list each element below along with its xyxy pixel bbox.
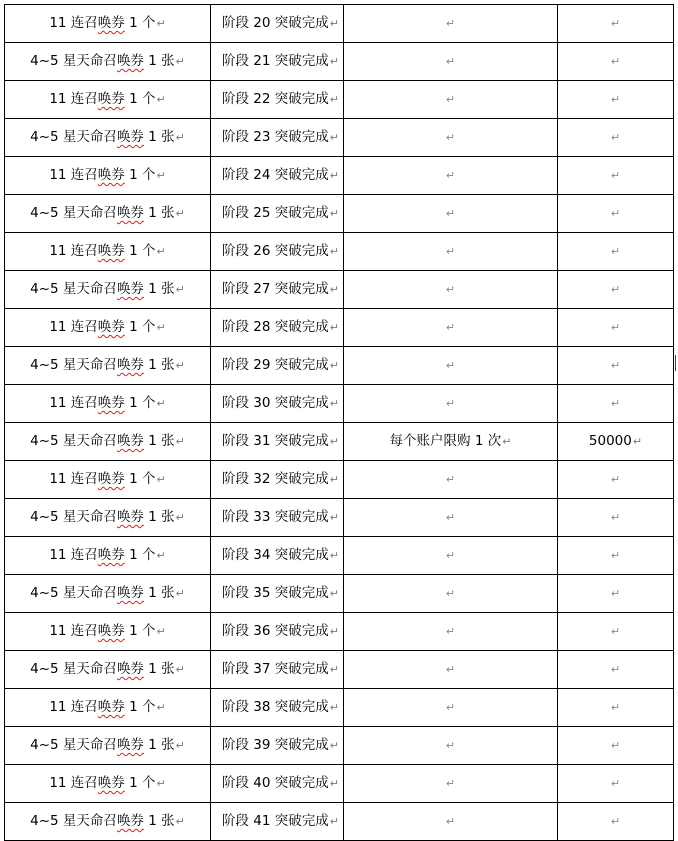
reward-item-cell[interactable] <box>5 689 211 727</box>
purchase-limit-cell[interactable] <box>344 803 558 841</box>
reward-item-text: 11 连召 <box>49 395 98 411</box>
paragraph-mark-icon: ↵ <box>329 549 339 562</box>
reward-item-cell[interactable] <box>5 5 211 43</box>
reward-item-quantity: 1 张 <box>143 737 175 753</box>
spellcheck-underlined-text: 唤券 <box>97 395 125 411</box>
reward-item-text: 11 连召 <box>49 319 98 335</box>
reward-item-quantity: 1 张 <box>143 433 175 449</box>
paragraph-mark-icon: ↵ <box>610 397 621 410</box>
table-row <box>5 727 674 765</box>
stage-condition-text: 阶段 34 突破完成 <box>222 547 329 563</box>
reward-item-cell[interactable] <box>5 81 211 119</box>
paragraph-mark-icon: ↵ <box>175 587 185 600</box>
paragraph-mark-icon: ↵ <box>610 815 621 828</box>
price-cell[interactable] <box>558 499 674 537</box>
stage-condition-cell[interactable] <box>211 689 344 727</box>
paragraph-mark-icon: ↵ <box>445 587 456 600</box>
purchase-limit-cell[interactable] <box>344 309 558 347</box>
paragraph-mark-icon: ↵ <box>329 169 339 182</box>
paragraph-mark-icon: ↵ <box>610 701 621 714</box>
paragraph-mark-icon: ↵ <box>445 55 456 68</box>
reward-item-cell[interactable] <box>5 613 211 651</box>
stage-condition-text: 阶段 32 突破完成 <box>222 471 329 487</box>
stage-condition-text: 阶段 41 突破完成 <box>222 813 329 829</box>
paragraph-mark-icon: ↵ <box>156 93 166 106</box>
paragraph-mark-icon: ↵ <box>175 283 185 296</box>
spellcheck-underlined-text: 唤券 <box>97 15 125 31</box>
paragraph-mark-icon: ↵ <box>502 435 512 448</box>
stage-condition-text: 阶段 20 突破完成 <box>222 15 329 31</box>
reward-item-text: 11 连召 <box>49 699 98 715</box>
table-row <box>5 499 674 537</box>
reward-item-cell[interactable] <box>5 43 211 81</box>
paragraph-mark-icon: ↵ <box>610 207 621 220</box>
table-row <box>5 689 674 727</box>
paragraph-mark-icon: ↵ <box>610 663 621 676</box>
stage-condition-cell[interactable] <box>211 423 344 461</box>
paragraph-mark-icon: ↵ <box>610 131 621 144</box>
paragraph-mark-icon: ↵ <box>175 663 185 676</box>
price-cell[interactable] <box>558 309 674 347</box>
reward-item-text: 4~5 星天命召 <box>30 509 117 525</box>
price-cell[interactable] <box>558 157 674 195</box>
reward-item-cell[interactable] <box>5 575 211 613</box>
spellcheck-underlined-text: 唤券 <box>97 167 125 183</box>
reward-item-text: 11 连召 <box>49 623 98 639</box>
reward-item-text: 11 连召 <box>49 15 98 31</box>
paragraph-mark-icon: ↵ <box>329 359 339 372</box>
table-row <box>5 309 674 347</box>
spellcheck-underlined-text: 唤券 <box>97 471 125 487</box>
stage-condition-cell[interactable] <box>211 195 344 233</box>
stage-condition-cell[interactable] <box>211 575 344 613</box>
paragraph-mark-icon: ↵ <box>445 359 456 372</box>
reward-item-quantity: 1 张 <box>143 357 175 373</box>
paragraph-mark-icon: ↵ <box>445 131 456 144</box>
purchase-limit-cell[interactable] <box>344 119 558 157</box>
paragraph-mark-icon: ↵ <box>445 815 456 828</box>
price-cell[interactable] <box>558 347 674 385</box>
spellcheck-underlined-text: 唤券 <box>97 91 125 107</box>
reward-item-text: 4~5 星天命召 <box>30 813 117 829</box>
table-row <box>5 385 674 423</box>
reward-item-quantity: 1 个 <box>124 15 156 31</box>
paragraph-mark-icon: ↵ <box>175 815 185 828</box>
paragraph-mark-icon: ↵ <box>329 815 339 828</box>
reward-item-text: 4~5 星天命召 <box>30 737 117 753</box>
table-row <box>5 537 674 575</box>
paragraph-mark-icon: ↵ <box>156 625 166 638</box>
stage-condition-cell[interactable] <box>211 81 344 119</box>
spellcheck-underlined-text: 唤券 <box>116 509 144 525</box>
paragraph-mark-icon: ↵ <box>329 93 339 106</box>
spellcheck-underlined-text: 唤券 <box>116 433 144 449</box>
spellcheck-underlined-text: 唤券 <box>116 357 144 373</box>
reward-item-cell[interactable] <box>5 803 211 841</box>
paragraph-mark-icon: ↵ <box>156 17 166 30</box>
table-row <box>5 195 674 233</box>
stage-condition-text: 阶段 36 突破完成 <box>222 623 329 639</box>
price-cell[interactable] <box>558 233 674 271</box>
purchase-limit-cell[interactable] <box>344 727 558 765</box>
paragraph-mark-icon: ↵ <box>610 473 621 486</box>
reward-item-quantity: 1 张 <box>143 205 175 221</box>
stage-condition-cell[interactable] <box>211 233 344 271</box>
paragraph-mark-icon: ↵ <box>610 777 621 790</box>
paragraph-mark-icon: ↵ <box>445 739 456 752</box>
paragraph-mark-icon: ↵ <box>329 17 339 30</box>
spellcheck-underlined-text: 唤券 <box>97 623 125 639</box>
reward-item-text: 4~5 星天命召 <box>30 585 117 601</box>
paragraph-mark-icon: ↵ <box>632 435 643 448</box>
purchase-limit-cell[interactable] <box>344 195 558 233</box>
paragraph-mark-icon: ↵ <box>156 701 166 714</box>
price-cell[interactable] <box>558 651 674 689</box>
paragraph-mark-icon: ↵ <box>610 93 621 106</box>
paragraph-mark-icon: ↵ <box>175 207 185 220</box>
paragraph-mark-icon: ↵ <box>610 245 621 258</box>
paragraph-mark-icon: ↵ <box>329 511 339 524</box>
purchase-limit-cell[interactable] <box>344 423 558 461</box>
reward-item-quantity: 1 个 <box>124 623 156 639</box>
reward-item-quantity: 1 个 <box>124 395 156 411</box>
reward-item-cell[interactable] <box>5 119 211 157</box>
purchase-limit-cell[interactable] <box>344 689 558 727</box>
table-row <box>5 43 674 81</box>
purchase-limit-cell[interactable] <box>344 461 558 499</box>
stage-condition-text: 阶段 39 突破完成 <box>222 737 329 753</box>
reward-item-cell[interactable] <box>5 309 211 347</box>
price-cell[interactable] <box>558 727 674 765</box>
stage-condition-cell[interactable] <box>211 309 344 347</box>
paragraph-mark-icon: ↵ <box>445 625 456 638</box>
table-row <box>5 651 674 689</box>
reward-item-text: 11 连召 <box>49 243 98 259</box>
stage-condition-text: 阶段 29 突破完成 <box>222 357 329 373</box>
paragraph-mark-icon: ↵ <box>445 93 456 106</box>
price-cell[interactable] <box>558 537 674 575</box>
paragraph-mark-icon: ↵ <box>445 17 456 30</box>
reward-item-text: 4~5 星天命召 <box>30 661 117 677</box>
stage-condition-text: 阶段 25 突破完成 <box>222 205 329 221</box>
reward-item-cell[interactable] <box>5 157 211 195</box>
paragraph-mark-icon: ↵ <box>156 245 166 258</box>
reward-item-cell[interactable] <box>5 727 211 765</box>
stage-condition-cell[interactable] <box>211 347 344 385</box>
stage-condition-cell[interactable] <box>211 803 344 841</box>
reward-item-quantity: 1 张 <box>143 53 175 69</box>
spellcheck-underlined-text: 唤券 <box>97 243 125 259</box>
reward-item-cell[interactable] <box>5 233 211 271</box>
paragraph-mark-icon: ↵ <box>445 549 456 562</box>
paragraph-mark-icon: ↵ <box>156 473 166 486</box>
paragraph-mark-icon: ↵ <box>610 359 621 372</box>
paragraph-mark-icon: ↵ <box>329 777 339 790</box>
reward-item-quantity: 1 张 <box>143 129 175 145</box>
spellcheck-underlined-text: 唤券 <box>97 699 125 715</box>
paragraph-mark-icon: ↵ <box>329 207 339 220</box>
reward-table <box>4 4 674 841</box>
paragraph-mark-icon: ↵ <box>610 625 621 638</box>
table-row <box>5 5 674 43</box>
text-cursor <box>675 355 676 371</box>
reward-item-text: 4~5 星天命召 <box>30 129 117 145</box>
stage-condition-text: 阶段 37 突破完成 <box>222 661 329 677</box>
reward-table-body <box>5 5 674 841</box>
reward-item-text: 4~5 星天命召 <box>30 357 117 373</box>
table-row <box>5 765 674 803</box>
paragraph-mark-icon: ↵ <box>175 55 185 68</box>
paragraph-mark-icon: ↵ <box>610 17 621 30</box>
reward-item-text: 11 连召 <box>49 167 98 183</box>
paragraph-mark-icon: ↵ <box>445 663 456 676</box>
reward-item-text: 4~5 星天命召 <box>30 433 117 449</box>
reward-item-cell[interactable] <box>5 765 211 803</box>
purchase-limit-cell[interactable] <box>344 537 558 575</box>
stage-condition-text: 阶段 23 突破完成 <box>222 129 329 145</box>
paragraph-mark-icon: ↵ <box>156 169 166 182</box>
stage-condition-text: 阶段 26 突破完成 <box>222 243 329 259</box>
reward-item-quantity: 1 张 <box>143 509 175 525</box>
paragraph-mark-icon: ↵ <box>329 55 339 68</box>
price-text: 50000 <box>588 433 632 449</box>
paragraph-mark-icon: ↵ <box>445 701 456 714</box>
paragraph-mark-icon: ↵ <box>156 397 166 410</box>
purchase-limit-cell[interactable] <box>344 575 558 613</box>
purchase-limit-cell[interactable] <box>344 43 558 81</box>
paragraph-mark-icon: ↵ <box>156 321 166 334</box>
reward-item-quantity: 1 个 <box>124 319 156 335</box>
reward-item-text: 11 连召 <box>49 91 98 107</box>
paragraph-mark-icon: ↵ <box>445 169 456 182</box>
price-cell[interactable] <box>558 271 674 309</box>
purchase-limit-cell[interactable] <box>344 765 558 803</box>
table-row <box>5 423 674 461</box>
purchase-limit-cell[interactable] <box>344 347 558 385</box>
price-cell[interactable] <box>558 575 674 613</box>
paragraph-mark-icon: ↵ <box>610 283 621 296</box>
spellcheck-underlined-text: 唤券 <box>97 319 125 335</box>
stage-condition-cell[interactable] <box>211 727 344 765</box>
table-row <box>5 613 674 651</box>
purchase-limit-cell[interactable] <box>344 157 558 195</box>
stage-condition-text: 阶段 38 突破完成 <box>222 699 329 715</box>
table-row <box>5 347 674 385</box>
paragraph-mark-icon: ↵ <box>329 625 339 638</box>
spellcheck-underlined-text: 唤券 <box>97 547 125 563</box>
purchase-limit-cell[interactable] <box>344 613 558 651</box>
reward-item-text: 11 连召 <box>49 775 98 791</box>
purchase-limit-cell[interactable] <box>344 385 558 423</box>
stage-condition-text: 阶段 31 突破完成 <box>222 433 329 449</box>
paragraph-mark-icon: ↵ <box>610 321 621 334</box>
reward-item-text: 11 连召 <box>49 547 98 563</box>
reward-item-quantity: 1 个 <box>124 547 156 563</box>
stage-condition-text: 阶段 40 突破完成 <box>222 775 329 791</box>
spellcheck-underlined-text: 唤券 <box>116 661 144 677</box>
paragraph-mark-icon: ↵ <box>329 587 339 600</box>
paragraph-mark-icon: ↵ <box>610 739 621 752</box>
price-cell[interactable] <box>558 5 674 43</box>
stage-condition-cell[interactable] <box>211 43 344 81</box>
stage-condition-cell[interactable] <box>211 613 344 651</box>
stage-condition-cell[interactable] <box>211 157 344 195</box>
paragraph-mark-icon: ↵ <box>156 777 166 790</box>
paragraph-mark-icon: ↵ <box>329 245 339 258</box>
stage-condition-text: 阶段 22 突破完成 <box>222 91 329 107</box>
paragraph-mark-icon: ↵ <box>445 321 456 334</box>
reward-item-cell[interactable] <box>5 461 211 499</box>
price-cell[interactable] <box>558 689 674 727</box>
price-cell[interactable] <box>558 195 674 233</box>
price-cell[interactable] <box>558 43 674 81</box>
stage-condition-text: 阶段 27 突破完成 <box>222 281 329 297</box>
purchase-limit-text: 每个账户限购 1 次 <box>389 433 502 449</box>
paragraph-mark-icon: ↵ <box>445 283 456 296</box>
spellcheck-underlined-text: 唤券 <box>116 585 144 601</box>
table-row <box>5 81 674 119</box>
stage-condition-cell[interactable] <box>211 461 344 499</box>
reward-item-text: 11 连召 <box>49 471 98 487</box>
paragraph-mark-icon: ↵ <box>445 245 456 258</box>
paragraph-mark-icon: ↵ <box>329 397 339 410</box>
paragraph-mark-icon: ↵ <box>445 777 456 790</box>
stage-condition-cell[interactable] <box>211 271 344 309</box>
paragraph-mark-icon: ↵ <box>445 207 456 220</box>
price-cell[interactable] <box>558 613 674 651</box>
reward-item-cell[interactable] <box>5 651 211 689</box>
paragraph-mark-icon: ↵ <box>329 321 339 334</box>
paragraph-mark-icon: ↵ <box>175 511 185 524</box>
paragraph-mark-icon: ↵ <box>156 549 166 562</box>
price-cell[interactable] <box>558 119 674 157</box>
table-row <box>5 119 674 157</box>
paragraph-mark-icon: ↵ <box>610 55 621 68</box>
price-cell[interactable] <box>558 385 674 423</box>
table-row <box>5 233 674 271</box>
table-row <box>5 575 674 613</box>
table-row <box>5 461 674 499</box>
stage-condition-cell[interactable] <box>211 765 344 803</box>
stage-condition-cell[interactable] <box>211 651 344 689</box>
paragraph-mark-icon: ↵ <box>445 397 456 410</box>
paragraph-mark-icon: ↵ <box>610 511 621 524</box>
reward-item-cell[interactable] <box>5 347 211 385</box>
reward-item-cell[interactable] <box>5 385 211 423</box>
spellcheck-underlined-text: 唤券 <box>116 737 144 753</box>
paragraph-mark-icon: ↵ <box>445 511 456 524</box>
reward-item-quantity: 1 个 <box>124 91 156 107</box>
paragraph-mark-icon: ↵ <box>175 359 185 372</box>
stage-condition-text: 阶段 28 突破完成 <box>222 319 329 335</box>
stage-condition-text: 阶段 35 突破完成 <box>222 585 329 601</box>
reward-item-quantity: 1 个 <box>124 243 156 259</box>
reward-item-cell[interactable] <box>5 423 211 461</box>
paragraph-mark-icon: ↵ <box>329 701 339 714</box>
spellcheck-underlined-text: 唤券 <box>116 281 144 297</box>
purchase-limit-cell[interactable] <box>344 233 558 271</box>
price-cell[interactable] <box>558 461 674 499</box>
price-cell[interactable] <box>558 765 674 803</box>
reward-item-quantity: 1 张 <box>143 661 175 677</box>
purchase-limit-cell[interactable] <box>344 271 558 309</box>
stage-condition-cell[interactable] <box>211 119 344 157</box>
stage-condition-cell[interactable] <box>211 385 344 423</box>
table-row <box>5 271 674 309</box>
purchase-limit-cell[interactable] <box>344 81 558 119</box>
reward-item-quantity: 1 个 <box>124 699 156 715</box>
reward-item-quantity: 1 张 <box>143 585 175 601</box>
paragraph-mark-icon: ↵ <box>610 549 621 562</box>
price-cell[interactable] <box>558 81 674 119</box>
price-cell[interactable] <box>558 803 674 841</box>
paragraph-mark-icon: ↵ <box>329 435 339 448</box>
reward-item-cell[interactable] <box>5 499 211 537</box>
stage-condition-text: 阶段 30 突破完成 <box>222 395 329 411</box>
paragraph-mark-icon: ↵ <box>175 739 185 752</box>
stage-condition-cell[interactable] <box>211 537 344 575</box>
reward-item-quantity: 1 个 <box>124 167 156 183</box>
paragraph-mark-icon: ↵ <box>610 587 621 600</box>
spellcheck-underlined-text: 唤券 <box>116 129 144 145</box>
stage-condition-text: 阶段 33 突破完成 <box>222 509 329 525</box>
spellcheck-underlined-text: 唤券 <box>116 53 144 69</box>
table-row <box>5 157 674 195</box>
reward-item-cell[interactable] <box>5 195 211 233</box>
spellcheck-underlined-text: 唤券 <box>116 813 144 829</box>
stage-condition-text: 阶段 24 突破完成 <box>222 167 329 183</box>
reward-item-cell[interactable] <box>5 537 211 575</box>
stage-condition-cell[interactable] <box>211 499 344 537</box>
paragraph-mark-icon: ↵ <box>329 739 339 752</box>
reward-item-quantity: 1 张 <box>143 281 175 297</box>
reward-item-quantity: 1 个 <box>124 471 156 487</box>
stage-condition-cell[interactable] <box>211 5 344 43</box>
purchase-limit-cell[interactable] <box>344 5 558 43</box>
paragraph-mark-icon: ↵ <box>175 131 185 144</box>
paragraph-mark-icon: ↵ <box>329 131 339 144</box>
reward-item-text: 4~5 星天命召 <box>30 205 117 221</box>
paragraph-mark-icon: ↵ <box>610 169 621 182</box>
purchase-limit-cell[interactable] <box>344 651 558 689</box>
paragraph-mark-icon: ↵ <box>329 283 339 296</box>
stage-condition-text: 阶段 21 突破完成 <box>222 53 329 69</box>
table-row <box>5 803 674 841</box>
reward-item-quantity: 1 个 <box>124 775 156 791</box>
price-cell[interactable] <box>558 423 674 461</box>
spellcheck-underlined-text: 唤券 <box>97 775 125 791</box>
reward-item-text: 4~5 星天命召 <box>30 281 117 297</box>
purchase-limit-cell[interactable] <box>344 499 558 537</box>
reward-item-quantity: 1 张 <box>143 813 175 829</box>
reward-item-text: 4~5 星天命召 <box>30 53 117 69</box>
spellcheck-underlined-text: 唤券 <box>116 205 144 221</box>
paragraph-mark-icon: ↵ <box>329 663 339 676</box>
paragraph-mark-icon: ↵ <box>175 435 185 448</box>
reward-item-cell[interactable] <box>5 271 211 309</box>
paragraph-mark-icon: ↵ <box>329 473 339 486</box>
paragraph-mark-icon: ↵ <box>445 473 456 486</box>
